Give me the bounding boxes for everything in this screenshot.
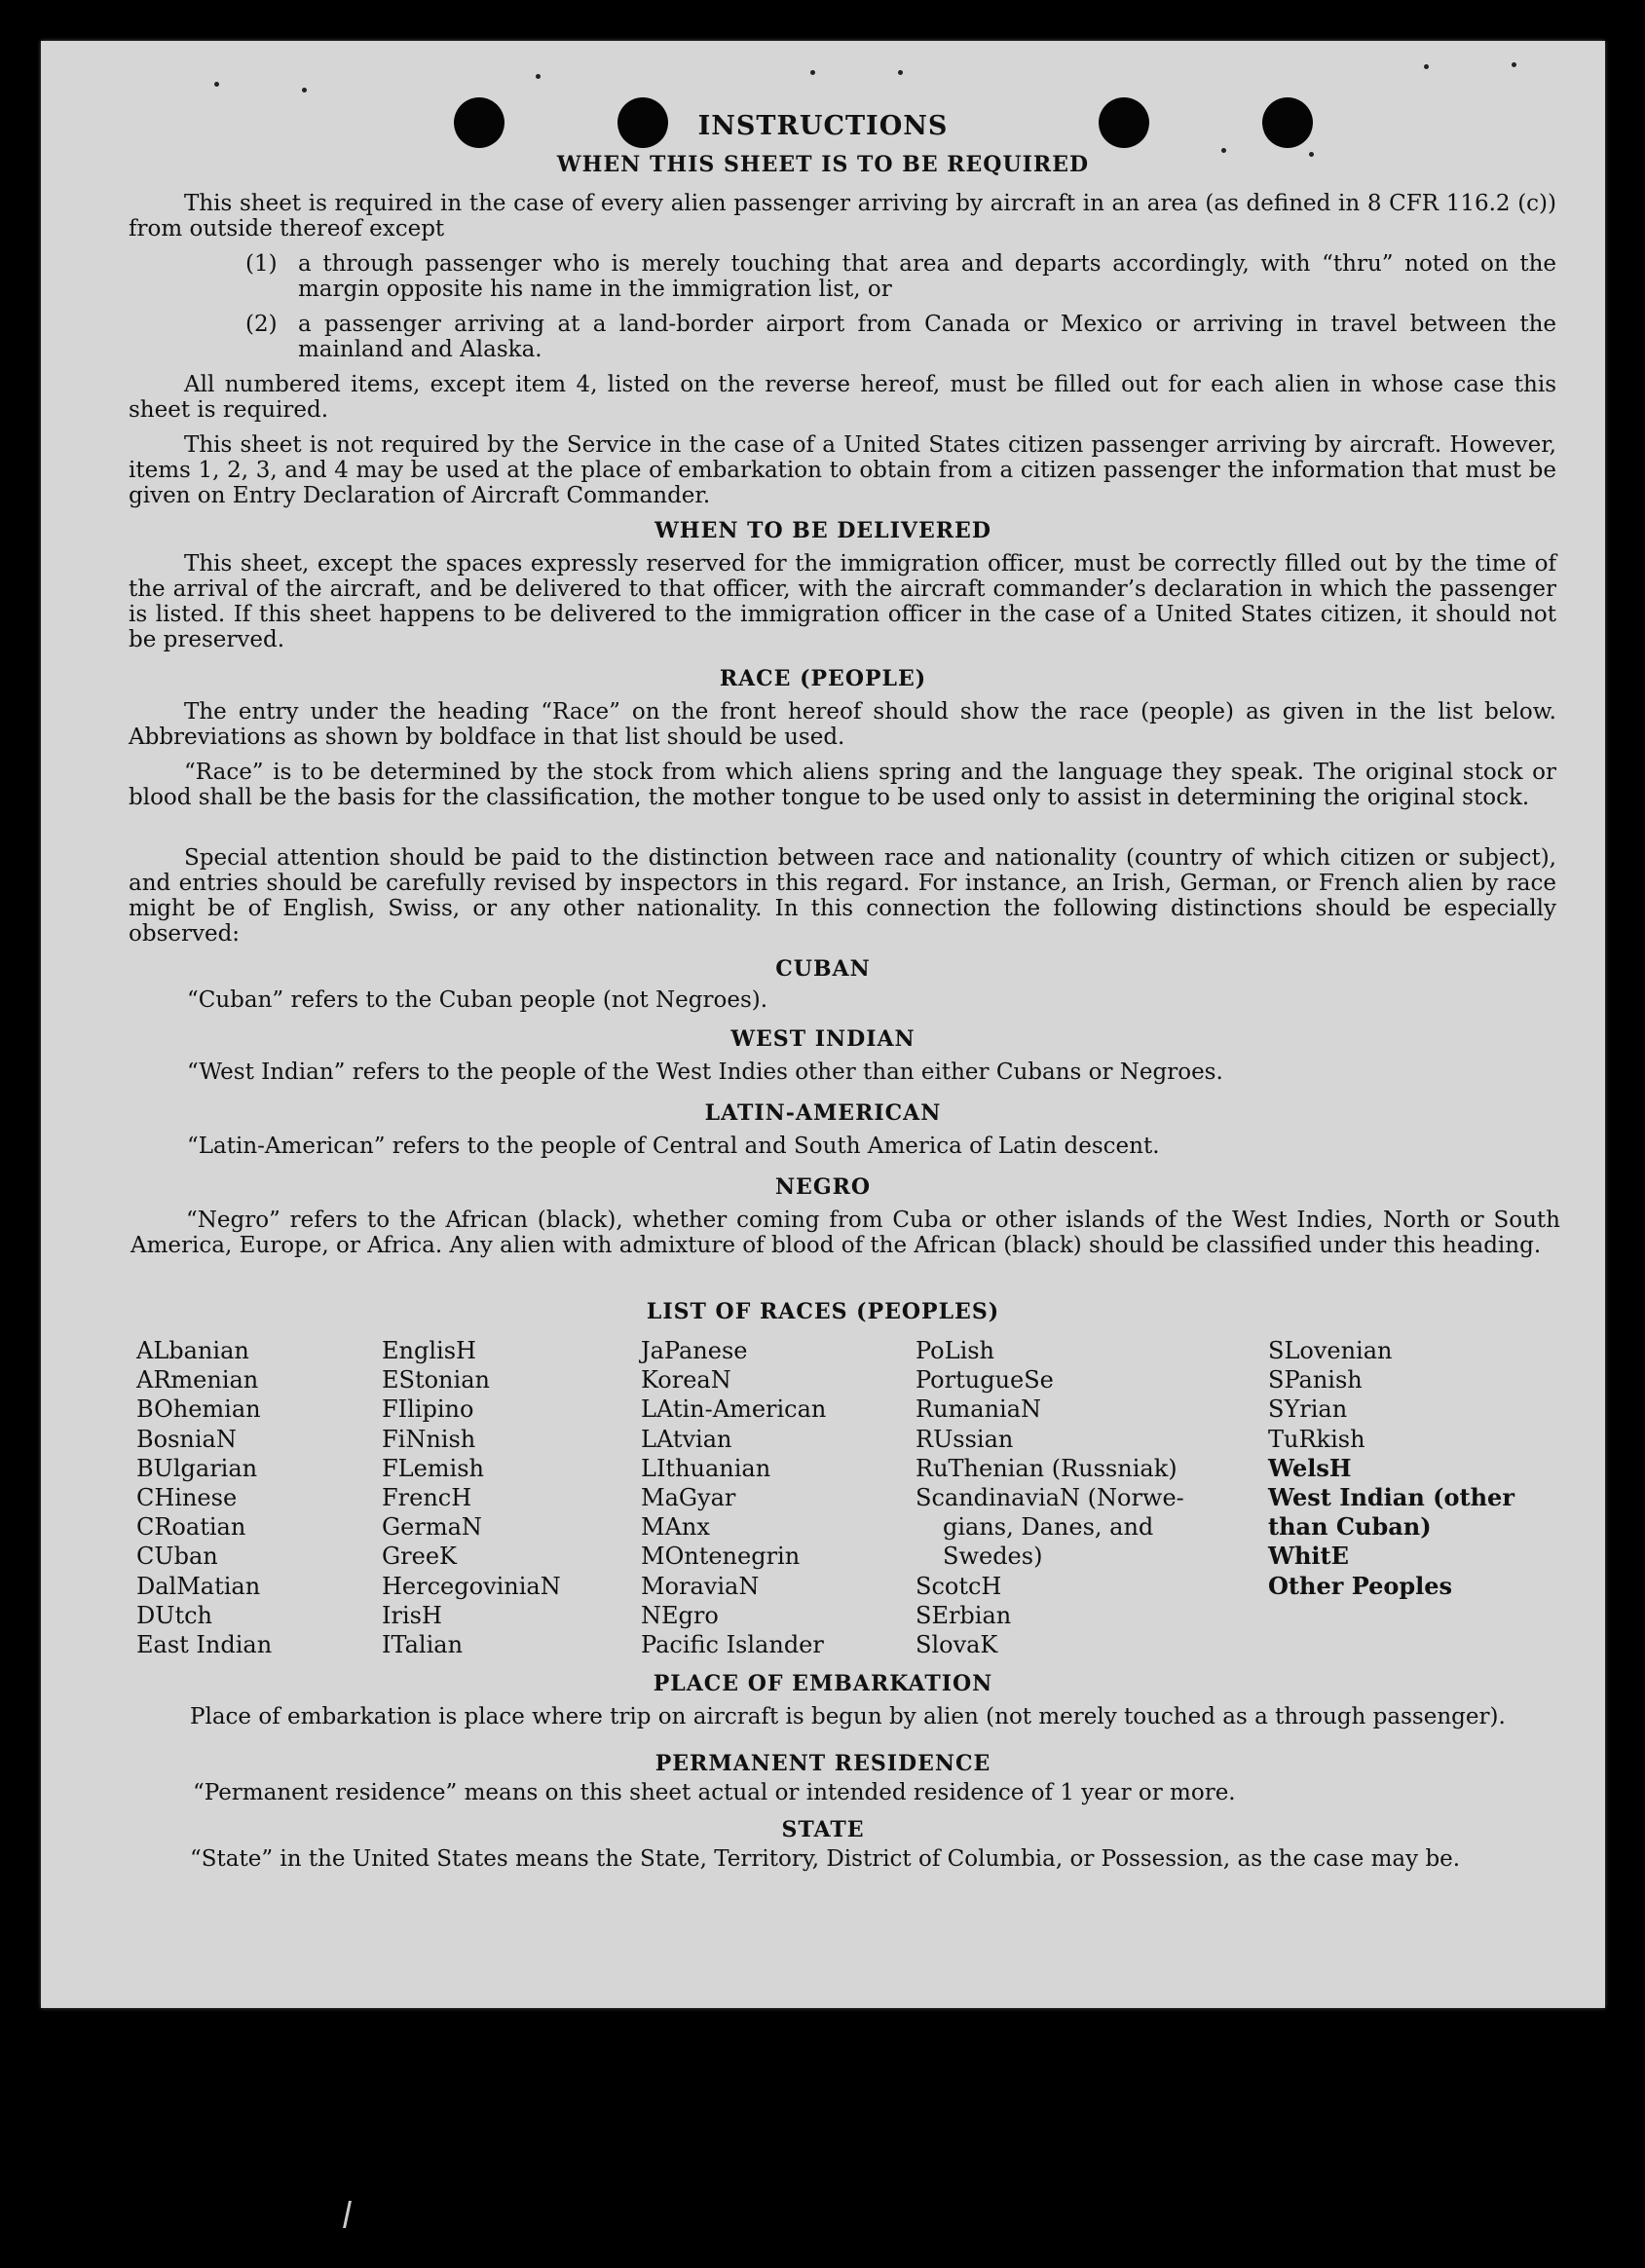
speck (536, 74, 541, 79)
race-entry: SlovaK (916, 1631, 998, 1659)
race-entry: SLovenian (1268, 1337, 1393, 1364)
race-entry: West Indian (other (1268, 1483, 1514, 1512)
races-column (136, 1336, 370, 1659)
races-column (1268, 1336, 1521, 1601)
race-entry: IrisH (382, 1601, 442, 1629)
exception-text: a through passenger who is merely touching that area and departs accordingly, with “thru” noted on the margin opposite his name in the immigration list, or (298, 251, 1556, 302)
race-entry: FLemish (382, 1454, 484, 1482)
race-entry: RuThenian (Russniak) (916, 1454, 1178, 1482)
when-required-para: All numbered items, except item 4, listed on the reverse hereof, must be filled out for each alien in whose case this sheet is required. (129, 372, 1556, 423)
race-entry: BOhemian (136, 1395, 261, 1424)
races-column (641, 1336, 904, 1659)
race-entry: DalMatian (136, 1572, 261, 1600)
when-required-para: This sheet is not required by the Service in the case of a United States citizen passenger arriving by aircraft. However, items 1, 2, 3, and 4 may be used at the place of embarkation to obtain from a citizen passenger the information that must be given on Entry Declaration of Aircraft Commander. (129, 432, 1556, 508)
scan-mark (343, 2201, 365, 2228)
race-entry: MOntenegrin (641, 1543, 801, 1571)
race-entry: GermaN (382, 1513, 482, 1542)
race-entry: TuRkish (1268, 1425, 1365, 1453)
race-entry: EStonian (382, 1366, 490, 1394)
race-entry: WhitE (1268, 1542, 1349, 1571)
speck (898, 70, 903, 75)
race-entry: DUtch (136, 1601, 213, 1629)
race-entry: PoLish (916, 1337, 995, 1364)
races-column (916, 1336, 1237, 1659)
speck (302, 88, 307, 93)
exception-item (245, 251, 1556, 302)
race-entry: RUssian (916, 1425, 1014, 1453)
race-entry: SErbian (916, 1601, 1012, 1629)
section-heading-race: RACE (PEOPLE) (719, 666, 927, 691)
exception-text: a passenger arriving at a land-border airport from Canada or Mexico or arriving in travel between the mainland and Alaska. (298, 312, 1556, 362)
section-heading-when-delivered: WHEN TO BE DELIVERED (654, 518, 991, 543)
race-entry: JaPanese (641, 1337, 748, 1364)
race-entry: MaGyar (641, 1484, 736, 1512)
when-delivered-text: This sheet, except the spaces expressly reserved for the immigration officer, must be correctly filled out by the time of the arrival of the aircraft, and be delivered to that officer, with the aircraft commander’s declaration in which the passenger is listed. If this sheet happens to be delivered to the immigration officer in the case of a United States citizen, it should not be preserved. (129, 551, 1556, 652)
race-entry: EnglisH (382, 1337, 476, 1364)
race-entry: HercegoviniaN (382, 1572, 561, 1600)
race-entry: CHinese (136, 1484, 238, 1512)
state-text: “State” in the United States means the State, Territory, District of Columbia, or Possession, as the case may be. (190, 1846, 1461, 1872)
section-heading-negro: NEGRO (774, 1174, 872, 1200)
races-column (382, 1336, 625, 1659)
race-entry: MoraviaN (641, 1572, 760, 1600)
race-entry: than Cuban) (1268, 1512, 1432, 1542)
embarkation-text: Place of embarkation is place where trip on aircraft is begun by alien (not merely touched as a through passenger). (190, 1704, 1506, 1729)
race-entry: CRoatian (136, 1513, 246, 1542)
race-entry: ALbanian (136, 1337, 249, 1364)
section-heading-latin-american: LATIN-AMERICAN (704, 1100, 942, 1126)
race-entry: FiNnish (382, 1425, 476, 1453)
section-heading-west-indian: WEST INDIAN (730, 1026, 916, 1052)
exception-number: (1) (245, 251, 278, 277)
race-entry: FIlipino (382, 1395, 474, 1424)
speck (1424, 64, 1429, 69)
cuban-text: “Cuban” refers to the Cuban people (not Negroes). (187, 987, 768, 1013)
race-entry: NEgro (641, 1601, 719, 1629)
race-entry: PortugueSe (916, 1366, 1054, 1394)
race-entry: ARmenian (136, 1366, 259, 1394)
race-para: Special attention should be paid to the distinction between race and nationality (country of which citizen or subject), and entries should be carefully revised by inspectors in this regard. For instance, an Irish, German, or French alien by race might be of English, Swiss, or any other nationality. In this connection the following distinctions should be especially observed: (129, 845, 1556, 947)
race-entry: SYrian (1268, 1395, 1348, 1424)
race-entry: MAnx (641, 1513, 710, 1542)
race-para: The entry under the heading “Race” on the front hereof should show the race (people) as given in the list below. Abbreviations as shown by boldface in that list should be used. (129, 699, 1556, 750)
exception-item (245, 312, 1556, 362)
section-heading-cuban: CUBAN (775, 956, 871, 982)
race-entry: ITalian (382, 1631, 464, 1659)
race-entry: RumaniaN (916, 1395, 1042, 1424)
exception-number: (2) (245, 312, 278, 337)
race-entry: BosniaN (136, 1425, 237, 1453)
race-entry: LAtin-American (641, 1395, 827, 1424)
race-entry: GreeK (382, 1543, 457, 1571)
race-entry: SPanish (1268, 1366, 1363, 1394)
race-entry: Swedes) (943, 1543, 1043, 1571)
page-title: INSTRUCTIONS (697, 111, 949, 141)
section-heading-residence: PERMANENT RESIDENCE (654, 1751, 991, 1776)
speck (1512, 62, 1516, 67)
race-para: “Race” is to be determined by the stock from which aliens spring and the language they speak. The original stock or blood shall be the basis for the classification, the mother tongue to be used only to assist in determining the original stock. (129, 760, 1556, 810)
latin-american-text: “Latin-American” refers to the people of Central and South America of Latin descent. (187, 1134, 1160, 1159)
section-heading-when-required: WHEN THIS SHEET IS TO BE REQUIRED (556, 152, 1090, 177)
race-entry: WelsH (1268, 1453, 1352, 1482)
race-entry: FrencH (382, 1484, 472, 1512)
when-required-intro: This sheet is required in the case of every alien passenger arriving by aircraft in an area (as defined in 8 CFR 116.2 (c)) from outside thereof except (129, 191, 1556, 242)
race-entry: LIthuanian (641, 1454, 771, 1482)
west-indian-text: “West Indian” refers to the people of the West Indies other than either Cubans or Negroes. (187, 1060, 1223, 1085)
document-sheet (41, 41, 1605, 2008)
race-entry: KoreaN (641, 1366, 731, 1394)
negro-text: “Negro” refers to the African (black), whether coming from Cuba or other islands of the West Indies, North or South America, Europe, or Africa. Any alien with admixture of blood of the African (black) should be classified under this heading. (131, 1208, 1560, 1258)
race-entry: ScotcH (916, 1572, 1002, 1600)
speck (810, 70, 815, 75)
race-entry: East Indian (136, 1631, 273, 1659)
speck (214, 82, 219, 87)
race-entry: ScandinaviaN (Norwe- (916, 1484, 1184, 1512)
race-entry: LAtvian (641, 1425, 732, 1453)
race-entry: BUlgarian (136, 1454, 258, 1482)
race-entry: Pacific Islander (641, 1631, 824, 1659)
section-heading-state: STATE (781, 1817, 865, 1842)
race-entry: CUban (136, 1543, 218, 1571)
section-heading-list-of-races: LIST OF RACES (PEOPLES) (646, 1299, 1000, 1324)
race-entry: gians, Danes, and (943, 1513, 1154, 1542)
residence-text: “Permanent residence” means on this sheet actual or intended residence of 1 year or more. (193, 1780, 1236, 1805)
section-heading-embarkation: PLACE OF EMBARKATION (653, 1671, 993, 1696)
race-entry: Other Peoples (1268, 1571, 1453, 1600)
